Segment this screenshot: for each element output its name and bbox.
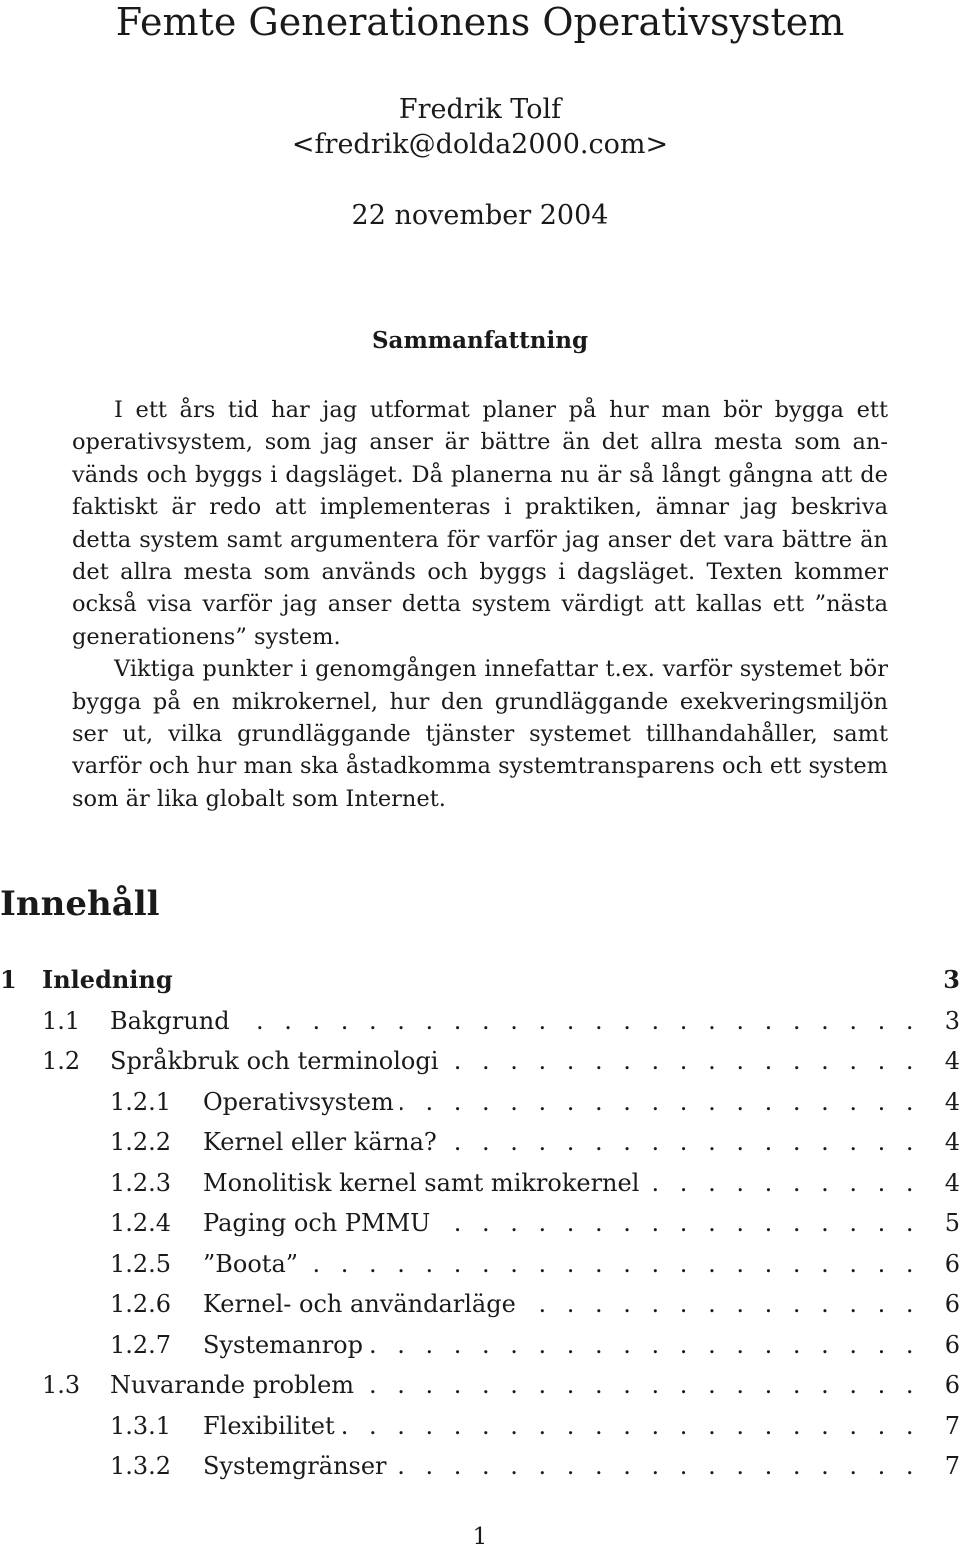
- toc-entry-page: 7: [930, 1406, 960, 1446]
- abstract-paragraph: I ett års tid har jag utformat planer på hur man bör bygga ett operativsystem, som jag anser är bättre än det allra mesta som används och byggs i dagsläget. Då planerna nu är så långt gångna att de faktiskt är redo att implementeras i praktiken, ämnar jag beskriva detta system samt argumentera för varför jag anser det vara bättre än det allra mesta som används och byggs i dagsläget. Texten kommer också visa varför jag anser detta system värdigt att kallas ett ”nästa generationens” system.: [72, 397, 888, 650]
- toc-entry-title: Flexibilitet: [203, 1406, 341, 1446]
- toc-leader-dots: [341, 1406, 920, 1446]
- toc-entry-title: Kernel eller kärna?: [203, 1122, 443, 1162]
- page-number: 1: [472, 1524, 488, 1550]
- toc-entry-page: 4: [930, 1082, 960, 1122]
- toc-entry[interactable]: [0, 1163, 960, 1203]
- toc-entry[interactable]: [0, 1203, 960, 1243]
- toc-entry-number: 1.3: [42, 1371, 81, 1399]
- toc-entry-page: 7: [930, 1446, 960, 1486]
- toc-leader-dots: [522, 1284, 920, 1324]
- author-email: <fredrik@dolda2000.com>: [291, 129, 669, 160]
- toc-leader-dots: [304, 1244, 920, 1284]
- toc-entry-title: Kernel- och användarläge: [203, 1284, 522, 1324]
- toc-entry-page: 4: [930, 1163, 960, 1203]
- toc-entry[interactable]: [0, 1406, 960, 1446]
- toc-entry[interactable]: [0, 1082, 960, 1122]
- abstract-paragraph: Viktiga punkter i genomgången innefattar t.ex. varför systemet bör bygga på en mikrokernel, hur den grundläggande exekveringsmiljön ser ut, vilka grundläggande tjänster systemet tillhandahåller, samt varför och hur man ska åstadkomma systemtransparens och ett system som är lika globalt som Internet.: [72, 656, 888, 812]
- toc-entry[interactable]: [0, 1001, 960, 1041]
- toc-entry-number: 1.2.4: [110, 1209, 172, 1237]
- toc-entry-title: Monolitisk kernel samt mikrokernel: [203, 1163, 645, 1203]
- toc-entry[interactable]: [0, 1325, 960, 1365]
- toc-entry[interactable]: [0, 1244, 960, 1284]
- toc-leader-dots: [443, 1122, 920, 1162]
- toc-entry[interactable]: [0, 960, 960, 1000]
- toc-entry-number: 1.3.1: [110, 1412, 172, 1440]
- toc-leader-dots: [444, 1041, 920, 1081]
- toc-entry-number: 1.1: [42, 1007, 81, 1035]
- toc-entry[interactable]: [0, 1122, 960, 1162]
- toc-leader-dots: [369, 1325, 920, 1365]
- toc-entry-number: 1.3.2: [110, 1452, 172, 1480]
- toc-entry[interactable]: [0, 1284, 960, 1324]
- toc-entry[interactable]: [0, 1041, 960, 1081]
- toc-entry-title: Operativsystem: [203, 1082, 400, 1122]
- toc-entry[interactable]: [0, 1446, 960, 1486]
- toc-entry-page: 6: [930, 1244, 960, 1284]
- toc-leader-dots: [236, 1001, 920, 1041]
- toc-entry-title: Bakgrund: [110, 1001, 236, 1041]
- document-title: Femte Generationens Operativsystem: [115, 0, 845, 44]
- toc-leader-dots: [360, 1365, 920, 1405]
- toc-entry-number: 1.2.2: [110, 1128, 172, 1156]
- toc-entry-title: Inledning: [42, 960, 179, 1000]
- toc-entry-number: 1.2.5: [110, 1250, 172, 1278]
- toc-entry-title: Paging och PMMU: [203, 1203, 436, 1243]
- toc-entry-page: 6: [930, 1365, 960, 1405]
- toc-entry-title: Språkbruk och terminologi: [110, 1041, 444, 1081]
- toc-entry-title: Systemanrop: [203, 1325, 369, 1365]
- toc-leader-dots: [645, 1163, 920, 1203]
- toc-entry-number: 1.2.7: [110, 1331, 172, 1359]
- toc-entry-number: 1.2: [42, 1047, 81, 1075]
- toc-entry-page: 5: [930, 1203, 960, 1243]
- document-date: 22 november 2004: [351, 200, 609, 231]
- abstract-heading: Sammanfattning: [371, 327, 589, 354]
- toc-entry-number: 1.2.3: [110, 1169, 172, 1197]
- toc-entry-page: 3: [930, 1001, 960, 1041]
- toc-entry[interactable]: [0, 1365, 960, 1405]
- toc-heading: Innehåll: [0, 884, 160, 924]
- toc-entry-number: 1.2.1: [110, 1088, 172, 1116]
- author-name: Fredrik Tolf: [398, 94, 562, 125]
- toc-entry-page: 6: [930, 1284, 960, 1324]
- toc-leader-dots: [436, 1203, 920, 1243]
- toc-leader-dots: [400, 1082, 920, 1122]
- toc-entry-number: 1.2.6: [110, 1290, 172, 1318]
- toc-entry-title: ”Boota”: [203, 1244, 304, 1284]
- toc-entry-title: Nuvarande problem: [110, 1365, 360, 1405]
- abstract: [72, 394, 888, 815]
- toc-entry-number: 1: [0, 965, 17, 994]
- toc-leader-dots: [393, 1446, 920, 1486]
- toc-entry-page: 4: [930, 1122, 960, 1162]
- toc-entry-title: Systemgränser: [203, 1446, 393, 1486]
- toc-entry-page: 4: [930, 1041, 960, 1081]
- toc-entry-page: 3: [930, 960, 960, 1000]
- toc-entry-page: 6: [930, 1325, 960, 1365]
